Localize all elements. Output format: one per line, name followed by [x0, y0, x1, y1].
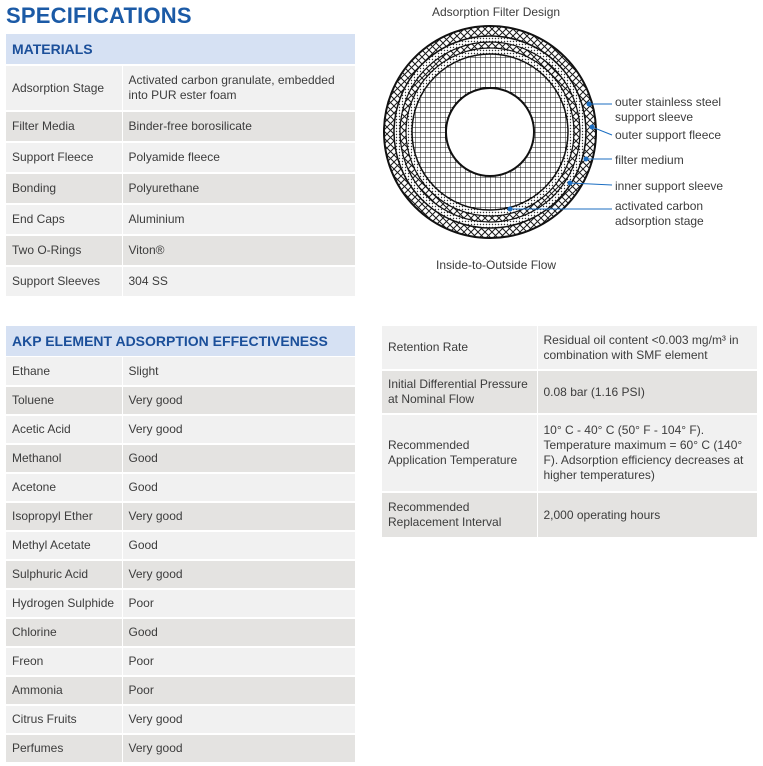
row-value: Good: [128, 480, 158, 494]
row-value: Very good: [128, 712, 183, 726]
callout-label-1: outer support fleece: [615, 128, 722, 142]
row-value: Very good: [128, 393, 183, 407]
row-label: Bonding: [6, 173, 122, 204]
row-value: Good: [128, 625, 158, 639]
table-row: [6, 618, 355, 647]
performance-table: [382, 326, 757, 539]
table-row: [6, 705, 355, 734]
table-row: [6, 531, 355, 560]
row-value: 0.08 bar (1.16 PSI): [543, 384, 645, 399]
row-label: Filter Media: [6, 111, 122, 142]
row-value: Very good: [128, 741, 183, 755]
row-value: Aluminium: [128, 212, 185, 226]
row-label: Acetone: [6, 473, 122, 502]
callout-marker-2: [584, 157, 589, 162]
callout-label-0: outer stainless steel support sleeve: [615, 95, 722, 124]
diagram-title: Adsorption Filter Design: [432, 5, 561, 19]
table-row: [6, 734, 355, 763]
row-label: Adsorption Stage: [6, 66, 122, 111]
effectiveness-table: [6, 357, 355, 764]
table-row: [6, 647, 355, 676]
row-value: Good: [128, 538, 158, 552]
callout-marker-1: [590, 125, 595, 130]
table-row: [382, 414, 757, 492]
row-value: 10° C - 40° C (50° F - 104° F). Temperature maximum = 60° C (140° F). Adsorption efficiency decreases at higher temperatures): [543, 423, 744, 482]
row-value: Polyamide fleece: [128, 150, 220, 164]
materials-heading: MATERIALS: [6, 34, 355, 64]
table-row: [6, 266, 355, 297]
row-value: Binder-free borosilicate: [128, 119, 252, 133]
row-value: Activated carbon granulate, embedded into PUR ester foam: [128, 73, 335, 102]
row-label: Ammonia: [6, 676, 122, 705]
table-row: [6, 357, 355, 386]
page-title: SPECIFICATIONS: [6, 3, 192, 28]
inner-bore: [446, 88, 534, 176]
callout-label-2: filter medium: [615, 153, 684, 167]
row-label: Two O-Rings: [6, 235, 122, 266]
table-row: [6, 589, 355, 618]
row-value: Polyurethane: [128, 181, 200, 195]
table-row: [6, 676, 355, 705]
materials-table: [6, 66, 355, 298]
row-label: Freon: [6, 647, 122, 676]
callout-marker-4: [508, 207, 513, 212]
row-value: Slight: [128, 363, 159, 378]
callout-label-4: activated carbon adsorption stage: [615, 199, 704, 228]
diagram-caption: Inside-to-Outside Flow: [436, 258, 557, 272]
table-row: [6, 66, 355, 111]
table-row: [6, 502, 355, 531]
row-value: 304 SS: [128, 274, 168, 288]
row-value: Poor: [128, 683, 154, 697]
row-label: Toluene: [6, 386, 122, 415]
row-label: Isopropyl Ether: [6, 502, 122, 531]
row-value: Poor: [128, 654, 154, 668]
row-value: Very good: [128, 422, 183, 436]
row-label: Recommended Application Temperature: [382, 414, 537, 492]
row-value: Residual oil content <0.003 mg/m³ in combination with SMF element: [543, 332, 739, 362]
table-row: [382, 370, 757, 414]
callout-label-3: inner support sleeve: [615, 179, 724, 193]
row-label: Recommended Replacement Interval: [382, 492, 537, 538]
callout-marker-0: [587, 102, 592, 107]
table-row: [6, 142, 355, 173]
row-label: Methanol: [6, 444, 122, 473]
table-row: [6, 560, 355, 589]
row-label: Retention Rate: [382, 326, 537, 370]
row-label: Perfumes: [6, 734, 122, 763]
table-row: [6, 111, 355, 142]
table-row: [6, 473, 355, 502]
table-row: [382, 492, 757, 538]
table-row: [382, 326, 757, 370]
callout-marker-3: [568, 181, 573, 186]
table-row: [6, 173, 355, 204]
table-row: [6, 415, 355, 444]
row-label: Chlorine: [6, 618, 122, 647]
filter-rings: [384, 26, 596, 238]
table-row: [6, 235, 355, 266]
row-value: Viton®: [128, 243, 165, 257]
row-value: 2,000 operating hours: [543, 507, 661, 522]
row-value: Good: [128, 451, 158, 465]
row-value: Very good: [128, 567, 183, 581]
table-row: [6, 204, 355, 235]
effectiveness-heading: AKP ELEMENT ADSORPTION EFFECTIVENESS: [6, 326, 355, 356]
row-label: Ethane: [6, 357, 122, 386]
row-label: Support Fleece: [6, 142, 122, 173]
row-label: End Caps: [6, 204, 122, 235]
table-row: [6, 444, 355, 473]
row-value: Poor: [128, 596, 154, 610]
row-label: Acetic Acid: [6, 415, 122, 444]
row-label: Support Sleeves: [6, 266, 122, 297]
row-label: Citrus Fruits: [6, 705, 122, 734]
row-label: Hydrogen Sulphide: [6, 589, 122, 618]
row-label: Methyl Acetate: [6, 531, 122, 560]
row-label: Sulphuric Acid: [6, 560, 122, 589]
row-value: Very good: [128, 509, 183, 523]
row-label: Initial Differential Pressure at Nominal Flow: [382, 370, 537, 414]
table-row: [6, 386, 355, 415]
